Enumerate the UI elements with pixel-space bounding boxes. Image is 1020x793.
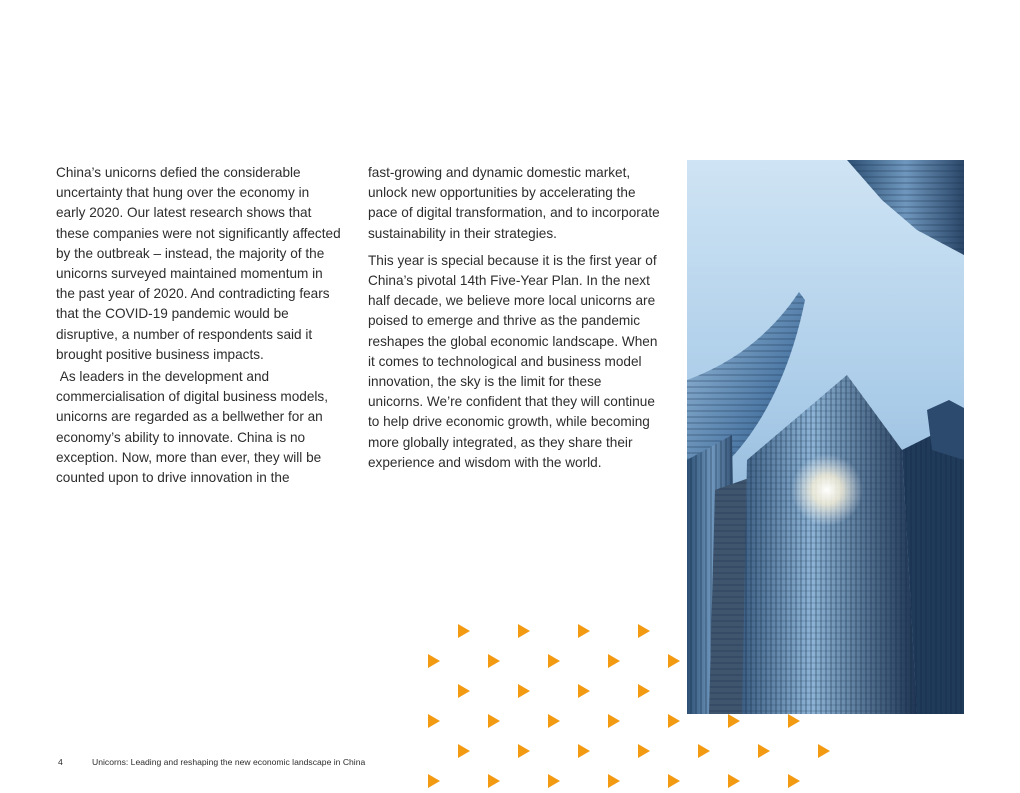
triangle-mark — [608, 714, 620, 728]
triangle-mark — [518, 624, 530, 638]
triangle-mark — [638, 684, 650, 698]
triangle-mark — [788, 774, 800, 788]
triangle-mark — [668, 654, 680, 668]
triangle-mark — [428, 714, 440, 728]
paragraph: China’s unicorns defied the considerable uncertainty that hung over the economy in early 2020. Our latest research shows that these companies were not significantly affected by the outbreak – instead, the majority of the unicorns surveyed maintained momentum in the past year of 2020. And contradicting fears that the COVID-19 pandemic would be disruptive, a number of respondents said it brought positive business impacts. — [56, 165, 341, 362]
triangle-mark — [458, 744, 470, 758]
triangle-mark — [488, 654, 500, 668]
triangle-mark — [608, 774, 620, 788]
triangle-mark — [578, 684, 590, 698]
triangle-mark — [638, 624, 650, 638]
body-column-left — [56, 163, 341, 488]
triangle-mark — [638, 744, 650, 758]
triangle-mark — [518, 684, 530, 698]
triangle-mark — [728, 714, 740, 728]
page-number: 4 — [58, 757, 63, 767]
triangle-mark — [518, 744, 530, 758]
triangle-mark — [428, 774, 440, 788]
triangle-mark — [698, 744, 710, 758]
triangle-mark — [488, 774, 500, 788]
body-column-right — [368, 163, 660, 473]
footer-title: Unicorns: Leading and reshaping the new economic landscape in China — [92, 757, 366, 767]
triangle-mark — [548, 714, 560, 728]
paragraph: fast-growing and dynamic domestic market, unlock new opportunities by accelerating the pace of digital transformation, and to incorporate sustainability in their strategies. — [368, 165, 660, 241]
triangle-mark — [608, 654, 620, 668]
triangle-mark — [728, 774, 740, 788]
triangle-mark — [758, 744, 770, 758]
triangle-mark — [818, 744, 830, 758]
triangle-mark — [548, 774, 560, 788]
page-footer — [58, 757, 365, 767]
paragraph: As leaders in the development and commercialisation of digital business models, unicorns are regarded as a bellwether for an economy’s ability to innovate. China is no exception. Now, more than ever, they will be counted upon to drive innovation in the — [56, 369, 332, 486]
triangle-mark — [488, 714, 500, 728]
triangle-mark — [788, 714, 800, 728]
triangle-mark — [458, 624, 470, 638]
triangle-mark — [668, 714, 680, 728]
skyscrapers-photo — [687, 160, 964, 714]
paragraph: This year is special because it is the first year of China’s pivotal 14th Five-Year Plan. In the next half decade, we believe more local unicorns are poised to emerge and thrive as the pandemic reshapes the global economic landscape. When it comes to technological and business model innovation, the sky is the limit for these unicorns. We’re confident that they will continue to help drive economic growth, while becoming more globally integrated, as they share their experience and wisdom with the world. — [368, 252, 658, 470]
triangle-mark — [578, 744, 590, 758]
triangle-mark — [548, 654, 560, 668]
triangle-mark — [428, 654, 440, 668]
triangle-mark — [458, 684, 470, 698]
triangle-mark — [668, 774, 680, 788]
triangle-mark — [578, 624, 590, 638]
